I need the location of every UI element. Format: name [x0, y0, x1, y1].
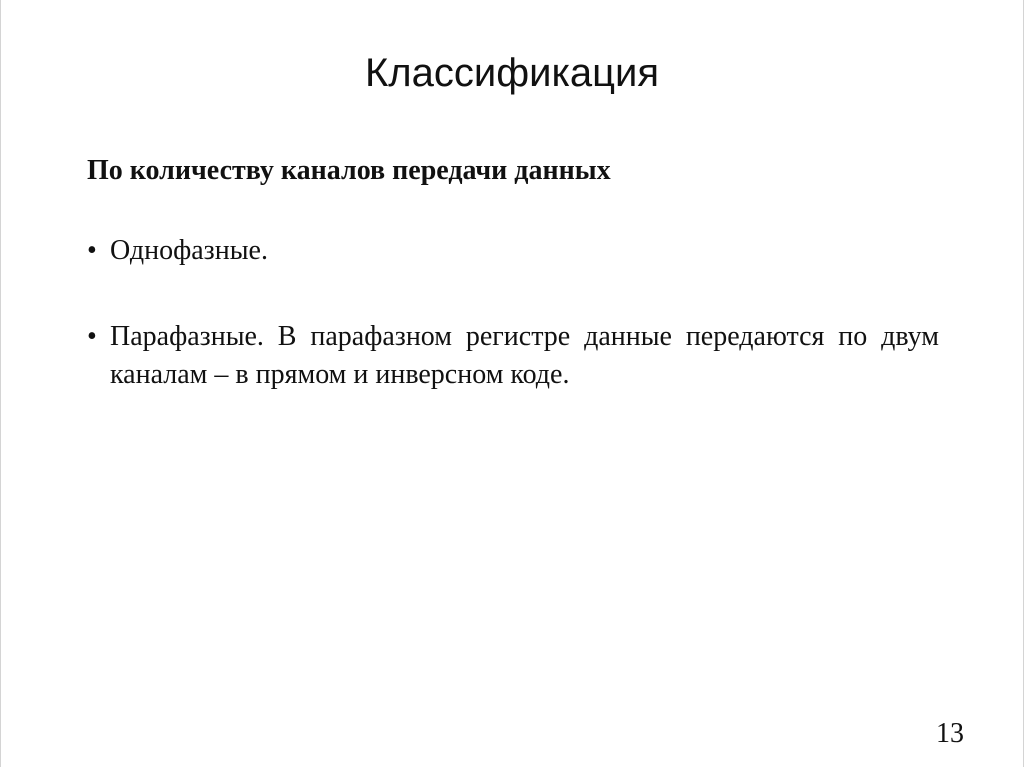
bullet-text-single-phase: Однофазные. [110, 235, 268, 266]
page-number: 13 [936, 718, 964, 749]
bullet-dot-icon: • [87, 235, 97, 266]
bullet-list-first [87, 232, 939, 270]
bullet-list-second [87, 318, 939, 394]
bullet-dot-icon: • [87, 321, 97, 352]
bullet-text-paraphase: Парафазные. В парафазном регистре данные передаются по двум каналам – в прямом и инверсном коде. [110, 321, 939, 390]
slide-left-border [0, 0, 1, 767]
bullet-item-paraphase [87, 318, 939, 394]
slide-title: Классификация [364, 51, 660, 95]
bullet-item-single-phase [87, 232, 939, 270]
section-subheading: По количеству каналов передачи данных [87, 155, 611, 186]
